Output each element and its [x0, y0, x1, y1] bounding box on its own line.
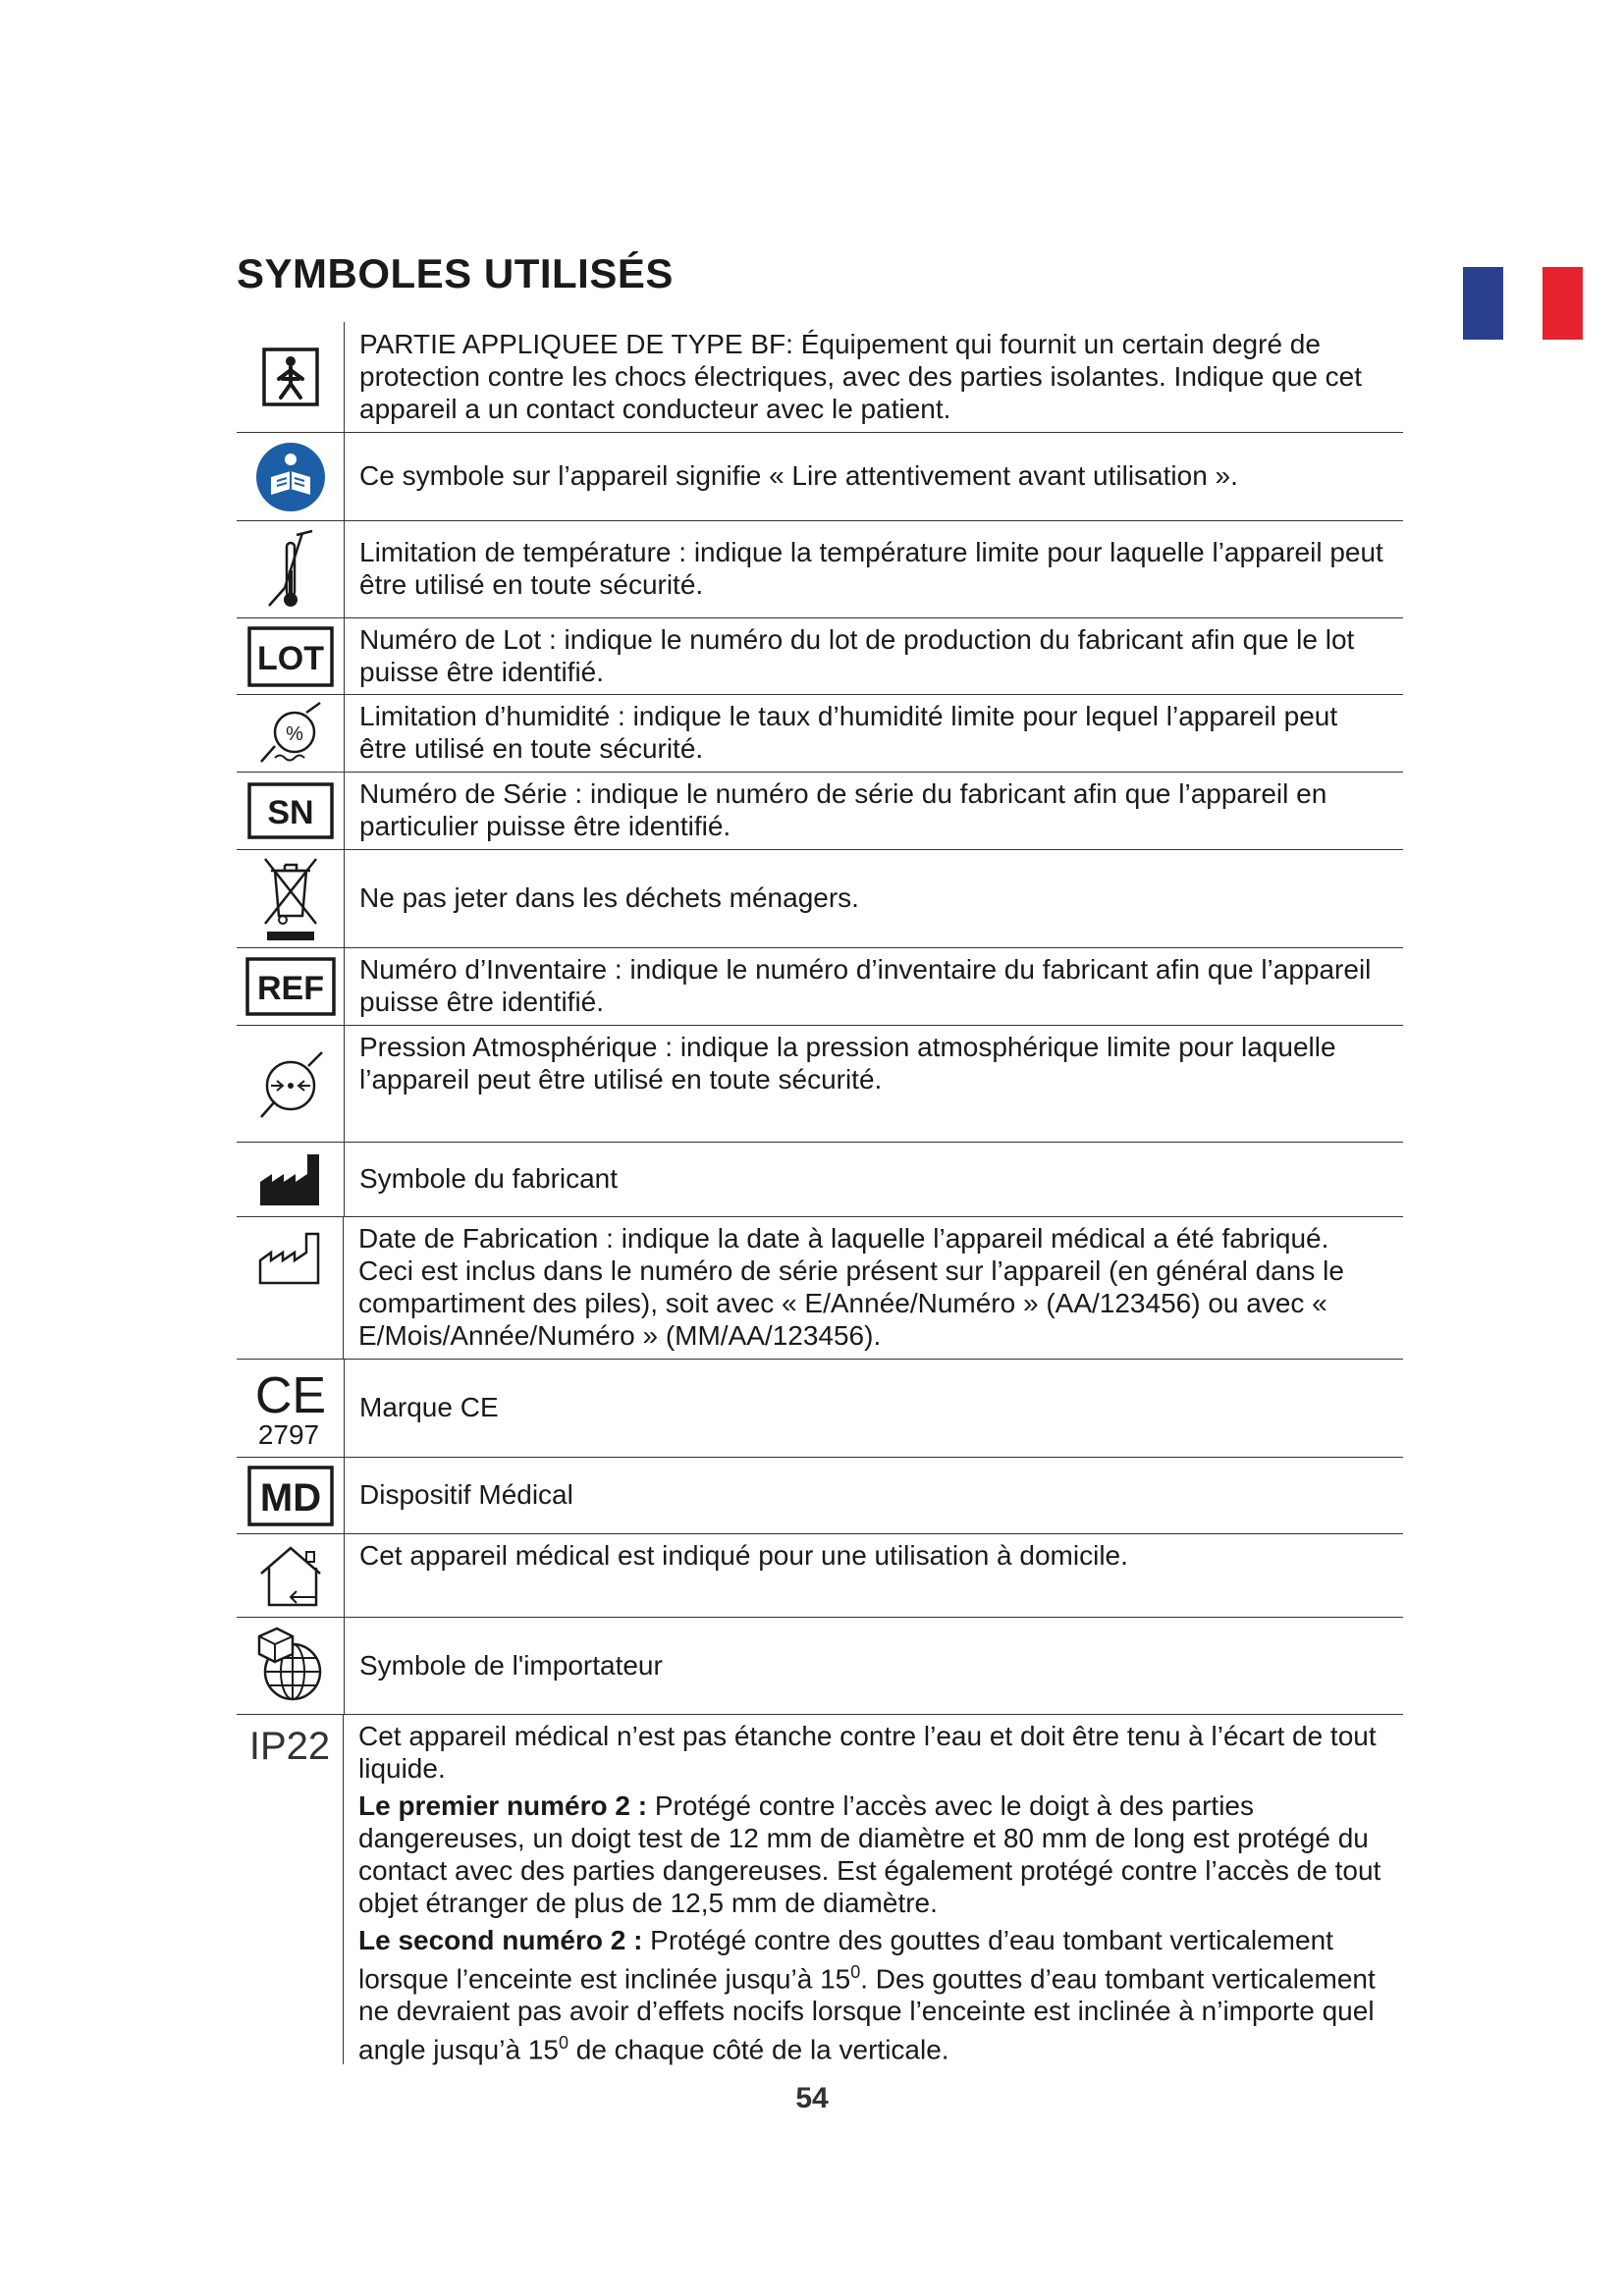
symbol-icon-cell	[237, 1217, 344, 1359]
symbol-icon-cell	[237, 1026, 345, 1142]
symbols-table	[237, 322, 1403, 2064]
table-row	[237, 1026, 1403, 1143]
table-row	[237, 618, 1403, 695]
symbol-text: Limitation d’humidité : indique le taux d’humidité limite pour lequel l’appareil peut être utilisé en toute sécurité.	[359, 701, 1338, 764]
weee-crossed-bin-icon	[259, 855, 322, 943]
table-row	[237, 695, 1403, 773]
symbol-text: Pression Atmosphérique : indique la pression atmosphérique limite pour laquelle l’appareil peut être utilisé en toute sécurité.	[359, 1032, 1336, 1095]
symbol-icon-cell	[237, 1534, 345, 1617]
flag-white-stripe	[1503, 267, 1543, 340]
symbol-icon-cell	[237, 1360, 345, 1457]
symbol-text: Numéro de Lot : indique le numéro du lot de production du fabricant afin que le lot puisse être identifié.	[359, 623, 1355, 687]
svg-text:CE: CE	[254, 1368, 326, 1424]
symbol-icon-cell	[237, 695, 345, 772]
table-row	[237, 521, 1403, 618]
page-number: 54	[795, 2082, 829, 2114]
symbol-text: PARTIE APPLIQUEE DE TYPE BF: Équipement qui fournit un certain degré de protection contre les chocs électriques, avec des parties isolantes. Indique que cet appareil a un contact conducteur avec le patient.	[359, 328, 1363, 424]
second-digit-text: Protégé contre des gouttes d’eau tombant verticalement lorsque l’enceinte est inclinée jusqu’à 15	[358, 1925, 1333, 1995]
first-digit-heading: Le premier numéro 2 :	[358, 1790, 648, 1821]
table-row	[237, 1534, 1403, 1618]
symbol-text: Limitation de température : indique la température limite pour laquelle l’appareil peut être utilisé en toute sécurité.	[359, 537, 1383, 600]
svg-text:REF: REF	[256, 970, 324, 1007]
manufacturer-icon	[258, 1152, 323, 1207]
symbol-text: Cet appareil médical n’est pas étanche contre l’eau et doit être tenu à l’écart de tout liquide.	[358, 1721, 1377, 1784]
symbol-description	[345, 1534, 1403, 1617]
humidity-limit-icon	[255, 699, 326, 768]
symbol-text: Numéro d’Inventaire : indique le numéro d’inventaire du fabricant afin que l’appareil puisse être identifié.	[359, 954, 1372, 1017]
symbol-icon-cell	[237, 322, 345, 432]
table-row	[237, 433, 1403, 521]
symbol-text: Marque CE	[359, 1392, 499, 1422]
symbol-text: Dispositif Médical	[359, 1479, 573, 1510]
french-flag-icon	[1463, 267, 1583, 340]
symbol-icon-cell	[237, 1715, 344, 2064]
svg-text:SN: SN	[266, 794, 314, 831]
symbol-description	[345, 1458, 1403, 1533]
table-row	[237, 1217, 1403, 1360]
symbol-text: Numéro de Série : indique le numéro de série du fabricant afin que l’appareil en particulier puisse être identifié.	[359, 778, 1327, 841]
symbol-description	[345, 1360, 1403, 1457]
symbol-text: Symbole du fabricant	[359, 1163, 619, 1194]
flag-blue-stripe	[1463, 267, 1503, 340]
symbol-text: Symbole de l'importateur	[359, 1649, 663, 1681]
table-row	[237, 948, 1403, 1026]
symbol-icon-cell	[237, 1618, 345, 1714]
table-row	[237, 1458, 1403, 1534]
home-use-icon	[255, 1540, 326, 1611]
svg-text:LOT: LOT	[256, 639, 324, 677]
table-row	[237, 773, 1403, 850]
second-digit-text: de chaque côté de la verticale.	[568, 2034, 949, 2065]
symbol-description	[345, 1618, 1403, 1714]
page-title: SYMBOLES UTILISÉS	[237, 250, 674, 296]
symbol-description	[345, 695, 1403, 772]
second-digit-paragraph	[358, 1924, 1391, 2066]
symbol-description	[345, 322, 1403, 432]
symbol-text: Ne pas jeter dans les déchets ménagers.	[359, 882, 859, 913]
ip-rating-icon: IP22	[248, 1725, 331, 1768]
manufacture-date-icon	[257, 1231, 322, 1286]
table-row	[237, 850, 1403, 948]
symbol-text: Date de Fabrication : indique la date à laquelle l’appareil médical a été fabriqué. Ceci est inclus dans le numéro de série présent sur l’appareil (en général dans le compartiment des piles), soit avec « E/Année/Numéro » (AA/123456) ou avec « E/Mois/Année/Numéro » (MM/AA/123456).	[358, 1223, 1344, 1351]
symbol-description	[345, 948, 1403, 1025]
symbol-description	[345, 521, 1403, 617]
symbol-description	[345, 1026, 1403, 1142]
symbol-icon-cell	[237, 948, 345, 1025]
degree-mark: 0	[850, 1962, 861, 1982]
svg-text:%: %	[285, 723, 303, 745]
symbol-icon-cell	[237, 1458, 345, 1533]
medical-device-icon	[247, 1466, 334, 1526]
symbol-icon-cell	[237, 433, 345, 520]
symbol-description	[344, 1217, 1403, 1359]
second-digit-heading: Le second numéro 2 :	[358, 1925, 643, 1955]
read-instructions-icon	[255, 442, 326, 512]
table-row	[237, 1618, 1403, 1715]
first-digit-text: Protégé contre l’accès avec le doigt à des parties dangereuses, un doigt test de 12 mm de diamètre et 80 mm de long est protégé du contact avec des parties dangereuses. Est également protégé contre l’accès de tout objet étranger de plus de 12,5 mm de diamètre.	[358, 1790, 1381, 1918]
symbol-description	[344, 1715, 1403, 2064]
symbol-text: Ce symbole sur l’appareil signifie « Lire attentivement avant utilisation ».	[359, 460, 1238, 491]
second-digit-text: . Des gouttes d’eau tombant verticalement ne devraient pas avoir d’effets nocifs lorsque l’enceinte est inclinée à n’importe quel angle jusqu’à 15	[358, 1963, 1376, 2065]
symbol-description	[345, 850, 1403, 947]
importer-icon	[253, 1627, 328, 1705]
temperature-limit-icon	[263, 527, 318, 612]
svg-text:2797: 2797	[257, 1418, 319, 1448]
degree-mark: 0	[558, 2033, 568, 2054]
ce-mark-icon	[253, 1369, 328, 1448]
symbol-text: Cet appareil médical est indiqué pour une utilisation à domicile.	[359, 1540, 1128, 1571]
table-row	[237, 1360, 1403, 1458]
symbol-description	[345, 773, 1403, 849]
flag-red-stripe	[1543, 267, 1583, 340]
atmospheric-pressure-icon	[253, 1046, 328, 1121]
table-row	[237, 322, 1403, 433]
symbol-description	[345, 618, 1403, 694]
table-row	[237, 1715, 1403, 2064]
type-bf-applied-part-icon	[261, 347, 320, 407]
symbol-icon-cell	[237, 773, 345, 849]
symbol-icon-cell	[237, 521, 345, 617]
symbol-description	[345, 1143, 1403, 1216]
symbol-description	[345, 433, 1403, 520]
symbol-icon-cell	[237, 1143, 345, 1216]
lot-number-icon	[247, 626, 334, 687]
symbol-icon-cell	[237, 618, 345, 694]
symbol-icon-cell	[237, 850, 345, 947]
reference-number-icon	[245, 957, 336, 1016]
table-row	[237, 1143, 1403, 1217]
serial-number-icon	[247, 782, 334, 839]
svg-text:MD: MD	[259, 1475, 321, 1520]
first-digit-paragraph	[358, 1789, 1391, 1919]
